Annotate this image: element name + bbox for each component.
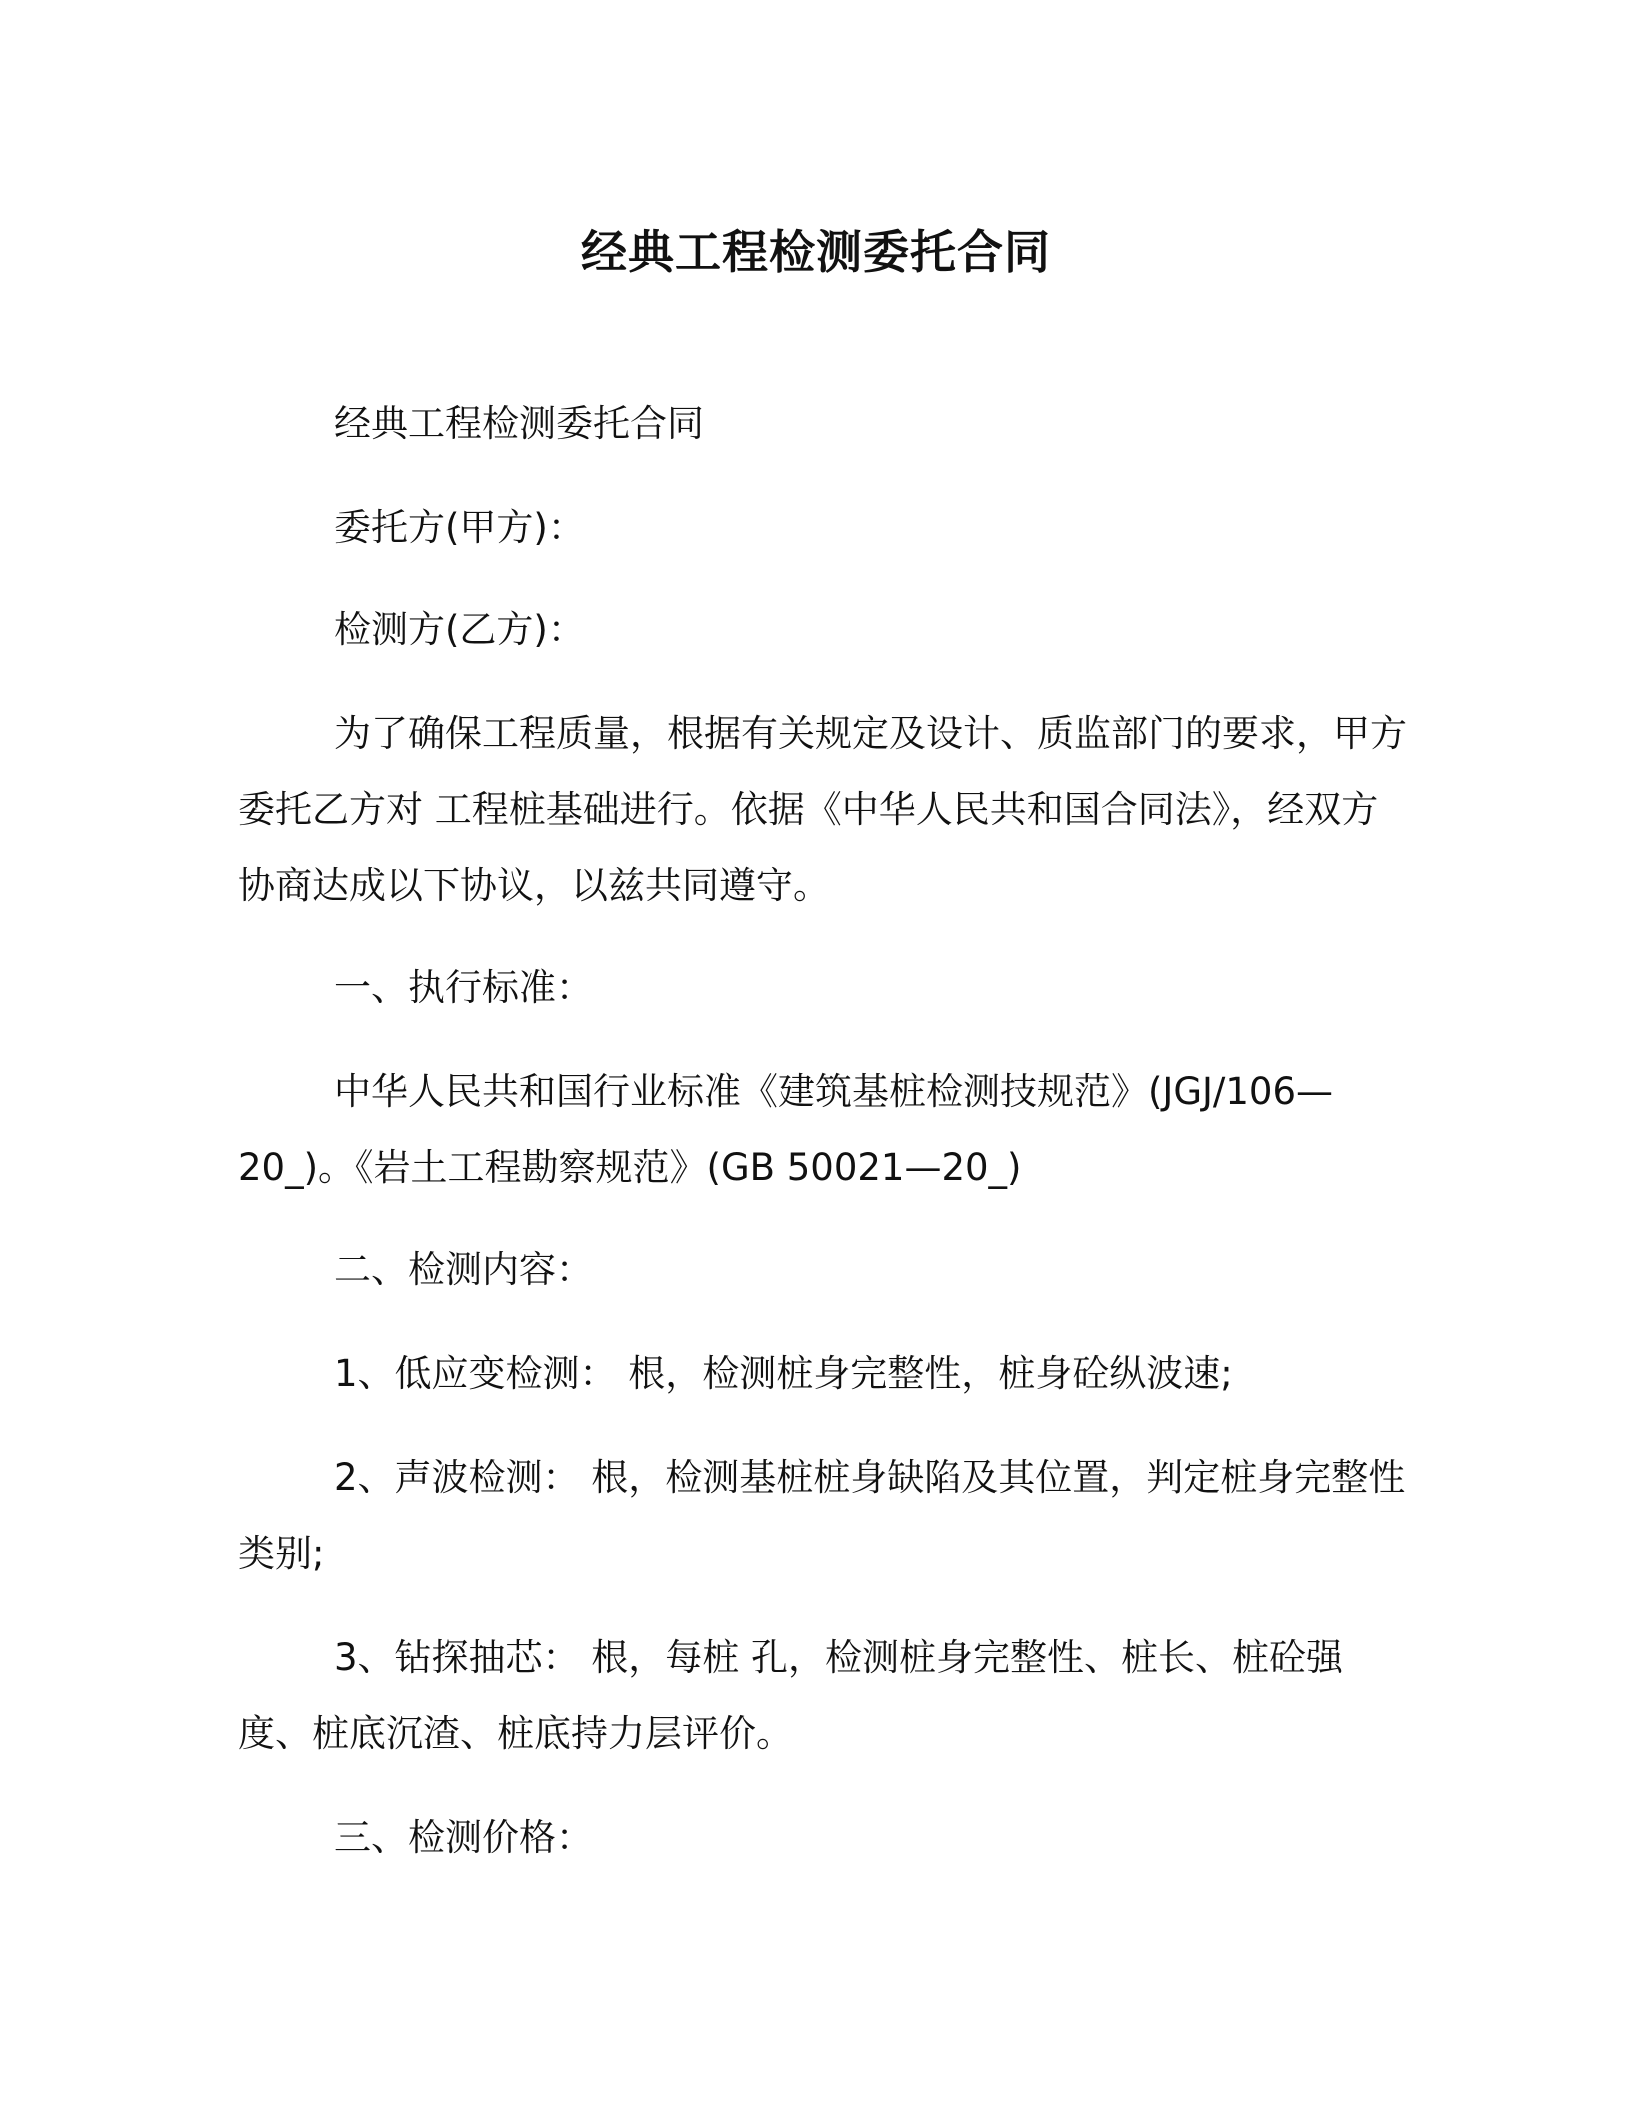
section-heading-price: 三、检测价格：: [334, 1816, 593, 1859]
contract-name-paragraph: 经典工程检测委托合同: [334, 402, 704, 445]
standards-paragraph: 中华人民共和国行业标准《建筑基桩检测技规范》(JGJ/106—20_)。《岩土工程勘察规范》(GB 50021—20_): [238, 1070, 1334, 1189]
section-heading-content: 二、检测内容：: [334, 1248, 593, 1291]
item-core-drilling: 3、钻探抽芯： 根，每桩 孔，检测桩身完整性、桩长、桩砼强度、桩底沉渣、桩底持力层评价。: [238, 1636, 1344, 1755]
section-heading-standards: 一、执行标准：: [334, 966, 593, 1009]
item-sonic-test: 2、声波检测： 根，检测基桩桩身缺陷及其位置，判定桩身完整性类别;: [238, 1456, 1406, 1575]
preamble-paragraph: 为了确保工程质量，根据有关规定及设计、质监部门的要求，甲方委托乙方对 工程桩基础进行。依据《中华人民共和国合同法》，经双方协商达成以下协议，以兹共同遵守。: [238, 712, 1407, 907]
testing-party-paragraph: 检测方(乙方)：: [334, 608, 585, 651]
item-low-strain-test: 1、低应变检测： 根，检测桩身完整性，桩身砼纵波速;: [334, 1352, 1233, 1395]
document-title: 经典工程检测委托合同: [581, 225, 1051, 279]
client-party-paragraph: 委托方(甲方)：: [334, 506, 585, 549]
